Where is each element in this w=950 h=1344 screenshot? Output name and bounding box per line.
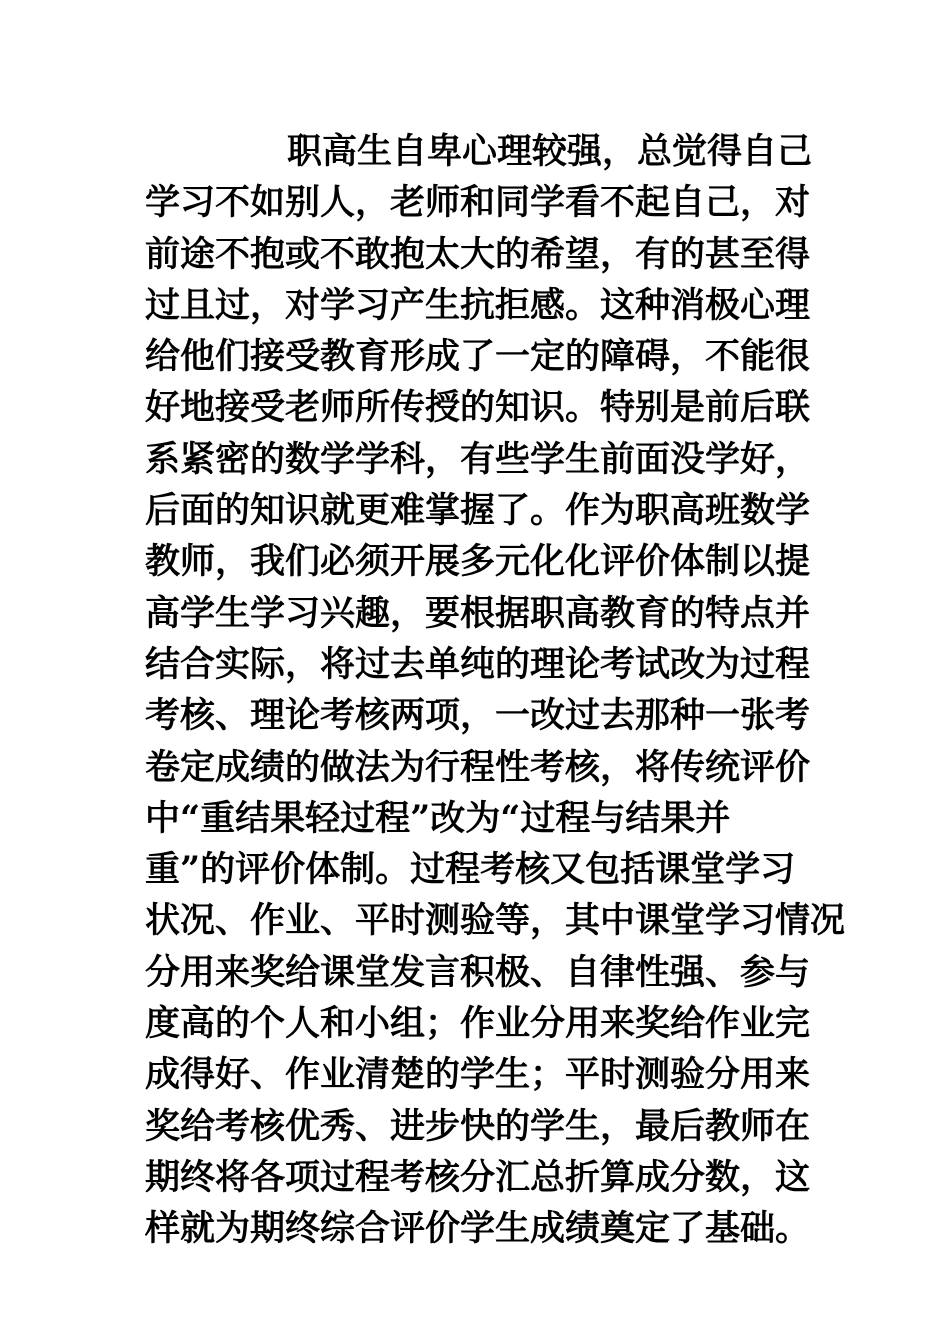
- paragraph-line-20: 奖给考核优秀、进步快的学生，最后教师在: [145, 1105, 811, 1147]
- paragraph-line-7: 系紧密的数学学科，有些学生前面没学好，: [145, 438, 811, 480]
- paragraph-line-15: 重”的评价体制。过程考核又包括课堂学习: [145, 849, 796, 891]
- paragraph-line-13: 卷定成绩的做法为行程性考核，将传统评价: [145, 746, 811, 788]
- paragraph-line-1: 职高生自卑心理较强，总觉得自己: [287, 131, 813, 172]
- paragraph-line-18: 度高的个人和小组；作业分用来奖给作业完: [145, 1003, 811, 1045]
- paragraph-line-12: 考核、理论考核两项，一改过去那种一张考: [145, 695, 811, 737]
- paragraph-line-4: 过且过，对学习产生抗拒感。这种消极心理: [145, 284, 811, 326]
- paragraph-line-5: 给他们接受教育形成了一定的障碍，不能很: [145, 336, 811, 378]
- paragraph-line-14: 中“重结果轻过程”改为“过程与结果并: [145, 797, 731, 839]
- paragraph-line-17: 分用来奖给课堂发言积极、自律性强、参与: [145, 951, 811, 993]
- paragraph-line-8: 后面的知识就更难掌握了。作为职高班数学: [145, 490, 811, 532]
- paragraph-line-10: 高学生学习兴趣，要根据职高教育的特点并: [145, 592, 811, 634]
- paragraph-line-22: 样就为期终综合评价学生成绩奠定了基础。: [145, 1208, 811, 1250]
- paragraph-line-3: 前途不抱或不敢抱太大的希望，有的甚至得: [145, 233, 811, 275]
- paragraph-line-11: 结合实际，将过去单纯的理论考试改为过程: [145, 643, 811, 685]
- paragraph-line-2: 学习不如别人，老师和同学看不起自己，对: [145, 182, 811, 224]
- paragraph-line-16: 状况、作业、平时测验等，其中课堂学习情况: [145, 900, 846, 942]
- paragraph-line-9: 教师，我们必须开展多元化化评价体制以提: [145, 541, 811, 583]
- paragraph-line-6: 好地接受老师所传授的知识。特别是前后联: [145, 387, 811, 429]
- paragraph-line-21: 期终将各项过程考核分汇总折算成分数，这: [145, 1156, 811, 1198]
- paragraph-line-19: 成得好、作业清楚的学生；平时测验分用来: [145, 1054, 811, 1096]
- body-paragraph: [145, 126, 846, 1255]
